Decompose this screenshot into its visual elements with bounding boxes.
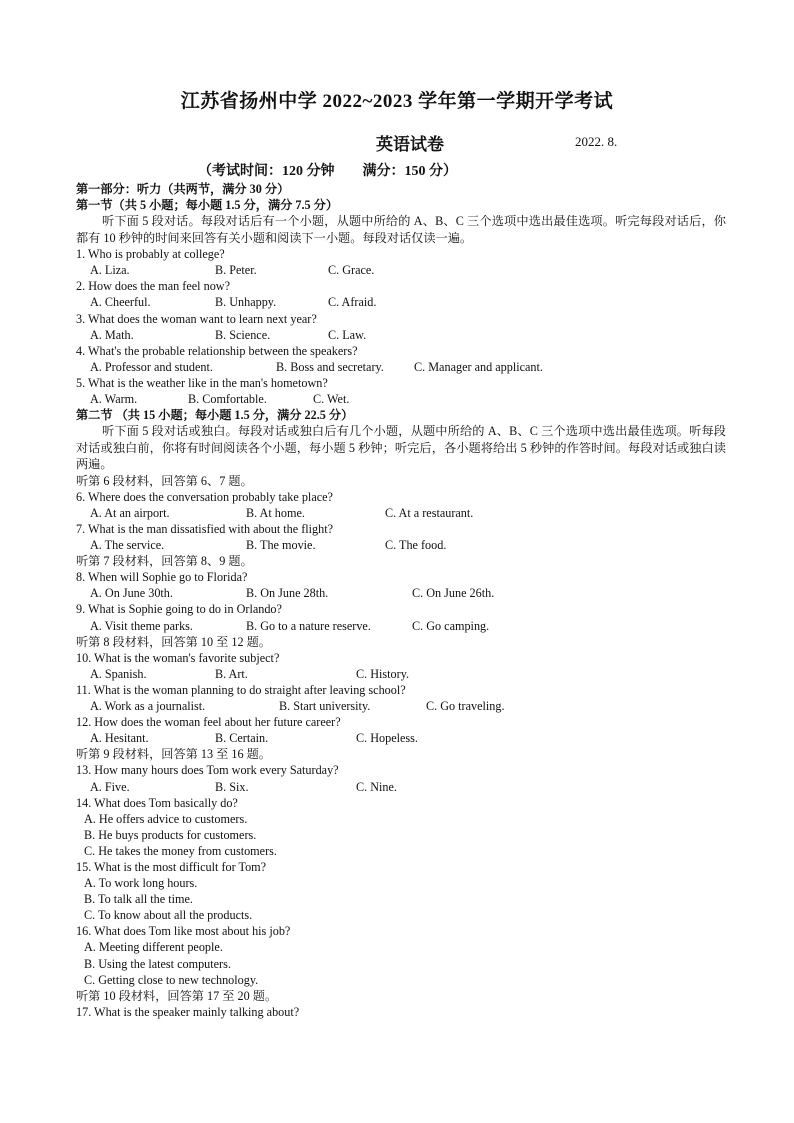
question-14-option-b: B. He buys products for customers. bbox=[84, 827, 257, 842]
exam-title: 江苏省扬州中学 2022~2023 学年第一学期开学考试 bbox=[180, 91, 614, 112]
option-a: A. Hesitant. bbox=[90, 731, 149, 746]
question-1-options bbox=[76, 262, 726, 278]
option-c: C. Hopeless. bbox=[356, 731, 418, 746]
question-16-option-c: C. Getting close to new technology. bbox=[84, 972, 259, 987]
section1-instructions: 听下面 5 段对话。每段对话后有一个小题，从题中所给的 A、B、C 三个选项中选出最佳选项。听完每段对话后，你都有 10 秒钟的时间来回答有关小题和阅读下一小题。每段对话仅读一遍。 bbox=[76, 214, 726, 245]
exam-subtitle: 英语试卷 bbox=[376, 135, 444, 154]
question-13-options bbox=[76, 779, 726, 795]
question-15-option-c: C. To know about all the products. bbox=[84, 908, 253, 923]
option-c: C. On June 26th. bbox=[412, 586, 495, 601]
material-9-note: 听第 9 段材料，回答第 13 至 16 题。 bbox=[76, 747, 271, 762]
question-8: 8. When will Sophie go to Florida? bbox=[76, 570, 248, 585]
option-a: A. Warm. bbox=[90, 392, 138, 407]
option-a: A. Visit theme parks. bbox=[90, 618, 193, 633]
question-16-option-a: A. Meeting different people. bbox=[84, 940, 223, 955]
option-c: C. Grace. bbox=[328, 263, 375, 278]
section1-heading: 第一节（共 5 小题；每小题 1.5 分，满分 7.5 分） bbox=[76, 198, 339, 213]
question-16-option-b: B. Using the latest computers. bbox=[84, 956, 231, 971]
option-b: B. Certain. bbox=[215, 731, 269, 746]
section2-instructions: 听下面 5 段对话或独白。每段对话或独白后有几个小题，从题中所给的 A、B、C 三个选项中选出最佳选项。听每段对话或独白前，你将有时间阅读各个小题，每小题 5 秒钟；听完后，各小题将给出 5 秒钟的作答时间。每段对话或独白读两遍。 bbox=[76, 424, 726, 472]
question-14: 14. What does Tom basically do? bbox=[76, 795, 238, 810]
option-b: B. Unhappy. bbox=[215, 295, 277, 310]
option-a: A. Five. bbox=[90, 779, 130, 794]
option-b: B. At home. bbox=[246, 505, 305, 520]
question-16: 16. What does Tom like most about his job? bbox=[76, 924, 291, 939]
option-a: A. Professor and student. bbox=[90, 359, 213, 374]
question-4-options bbox=[76, 359, 726, 375]
question-3-options bbox=[76, 327, 726, 343]
option-c: C. Afraid. bbox=[328, 295, 377, 310]
option-b: B. Comfortable. bbox=[188, 392, 267, 407]
option-b: B. Boss and secretary. bbox=[276, 359, 384, 374]
option-b: B. Peter. bbox=[215, 263, 257, 278]
option-c: C. Go camping. bbox=[412, 618, 490, 633]
option-b: B. Start university. bbox=[279, 699, 371, 714]
option-c: C. Law. bbox=[328, 327, 367, 342]
option-a: A. Cheerful. bbox=[90, 295, 151, 310]
option-b: B. On June 28th. bbox=[246, 586, 329, 601]
option-c: C. Nine. bbox=[356, 779, 397, 794]
option-a: A. Liza. bbox=[90, 263, 130, 278]
question-17: 17. What is the speaker mainly talking about? bbox=[76, 1004, 300, 1019]
question-5-options bbox=[76, 391, 726, 407]
question-10: 10. What is the woman's favorite subject? bbox=[76, 650, 280, 665]
question-12: 12. How does the woman feel about her future career? bbox=[76, 715, 341, 730]
option-a: A. Work as a journalist. bbox=[90, 699, 206, 714]
question-9: 9. What is Sophie going to do in Orlando? bbox=[76, 602, 282, 617]
section2-heading: 第二节 （共 15 小题；每小题 1.5 分，满分 22.5 分） bbox=[76, 408, 354, 423]
option-c: C. Manager and applicant. bbox=[414, 359, 543, 374]
option-b: B. The movie. bbox=[246, 538, 316, 553]
question-12-options bbox=[76, 730, 726, 746]
question-11-options bbox=[76, 698, 726, 714]
exam-time-info: （考试时间：120 分钟 满分：150 分） bbox=[198, 164, 457, 179]
question-11: 11. What is the woman planning to do straight after leaving school? bbox=[76, 682, 406, 697]
material-7-note: 听第 7 段材料，回答第 8、9 题。 bbox=[76, 554, 253, 569]
question-10-options bbox=[76, 666, 726, 682]
question-2-options bbox=[76, 294, 726, 310]
exam-date: 2022. 8. bbox=[575, 134, 618, 149]
option-c: C. Wet. bbox=[313, 392, 350, 407]
question-6: 6. Where does the conversation probably take place? bbox=[76, 489, 333, 504]
option-a: A. The service. bbox=[90, 538, 165, 553]
option-c: C. Go traveling. bbox=[426, 699, 505, 714]
exam-content bbox=[76, 181, 726, 1020]
option-a: A. On June 30th. bbox=[90, 586, 173, 601]
question-8-options bbox=[76, 585, 726, 601]
option-b: B. Six. bbox=[215, 779, 249, 794]
question-4: 4. What's the probable relationship between the speakers? bbox=[76, 343, 358, 358]
option-b: B. Go to a nature reserve. bbox=[246, 618, 371, 633]
question-6-options bbox=[76, 505, 726, 521]
option-a: A. Math. bbox=[90, 327, 134, 342]
option-c: C. History. bbox=[356, 666, 410, 681]
material-6-note: 听第 6 段材料，回答第 6、7 题。 bbox=[76, 473, 253, 488]
question-15-option-a: A. To work long hours. bbox=[84, 876, 198, 891]
question-2: 2. How does the man feel now? bbox=[76, 279, 230, 294]
question-3: 3. What does the woman want to learn next year? bbox=[76, 311, 317, 326]
option-a: A. At an airport. bbox=[90, 505, 170, 520]
option-c: C. The food. bbox=[385, 538, 447, 553]
question-1: 1. Who is probably at college? bbox=[76, 247, 225, 262]
material-10-note: 听第 10 段材料，回答第 17 至 20 题。 bbox=[76, 988, 278, 1003]
option-b: B. Science. bbox=[215, 327, 271, 342]
question-7: 7. What is the man dissatisfied with about the flight? bbox=[76, 522, 334, 536]
option-b: B. Art. bbox=[215, 666, 248, 681]
question-5: 5. What is the weather like in the man's hometown? bbox=[76, 375, 328, 390]
part1-heading: 第一部分：听力（共两节，满分 30 分） bbox=[76, 182, 290, 196]
option-c: C. At a restaurant. bbox=[385, 505, 474, 520]
question-15: 15. What is the most difficult for Tom? bbox=[76, 859, 267, 874]
material-8-note: 听第 8 段材料，回答第 10 至 12 题。 bbox=[76, 634, 271, 649]
question-9-options bbox=[76, 618, 726, 634]
question-15-option-b: B. To talk all the time. bbox=[84, 892, 193, 907]
question-13: 13. How many hours does Tom work every Saturday? bbox=[76, 763, 339, 778]
question-7-options bbox=[76, 537, 726, 553]
option-a: A. Spanish. bbox=[90, 666, 147, 681]
question-14-option-a: A. He offers advice to customers. bbox=[84, 811, 248, 826]
question-14-option-c: C. He takes the money from customers. bbox=[84, 843, 277, 858]
